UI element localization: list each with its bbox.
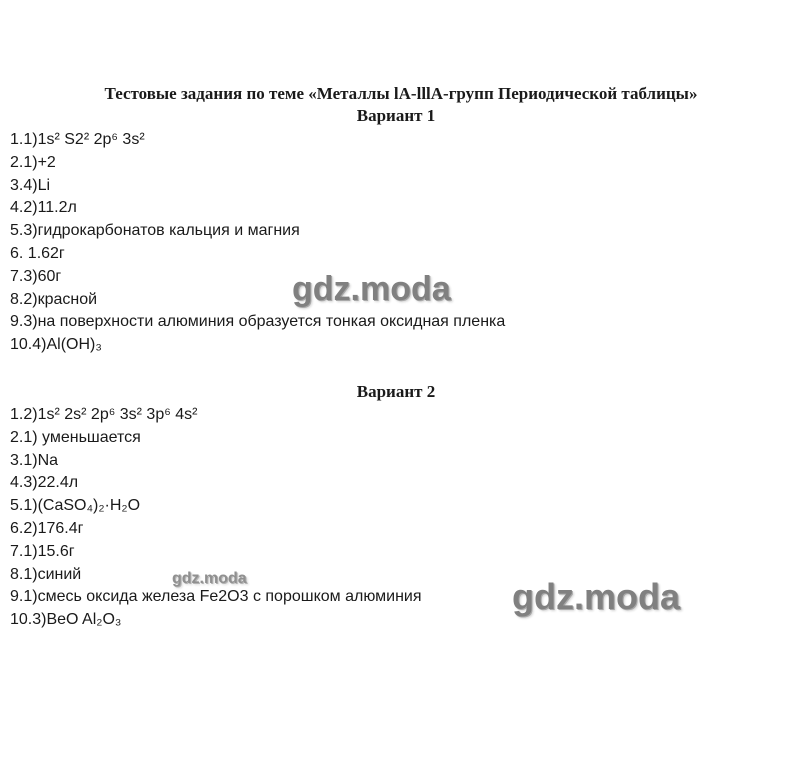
answer-item: 10.4)Al(OH)₃: [10, 336, 102, 354]
answer-item: 5.3)гидрокарбонатов кальция и магния: [10, 222, 300, 240]
watermark: gdz.moda: [292, 270, 451, 308]
answer-item: 4.3)22.4л: [10, 474, 79, 492]
answer-item: 6.2)176.4г: [10, 519, 84, 537]
answer-item: 8.1)синий: [10, 565, 82, 583]
answer-item: 3.1)Na: [10, 451, 59, 469]
variant-1-heading: Вариант 1: [356, 106, 436, 125]
document-title: Тестовые задания по теме «Металлы lA-lllA-групп Периодической таблицы»: [104, 84, 698, 103]
variant-2-answer-list: [10, 404, 422, 632]
answer-item: 2.1) уменьшается: [10, 428, 141, 446]
answer-item: 4.2)11.2л: [10, 199, 77, 217]
watermark: gdz.moda: [512, 576, 680, 617]
answer-item: 3.4)Li: [10, 176, 51, 194]
answer-item: 7.3)60г: [10, 267, 62, 285]
answer-item: 9.1)смесь оксида железа Fe2O3 с порошком алюминия: [10, 588, 422, 606]
answer-item: 9.3)на поверхности алюминия образуется тонкая оксидная пленка: [10, 313, 506, 331]
variant-2-heading: Вариант 2: [356, 382, 436, 401]
watermark: gdz.moda: [172, 570, 247, 587]
answer-item: 10.3)BeO Al₂O₃: [10, 611, 122, 629]
answer-item: 1.1)1s² S2² 2p⁶ 3s²: [10, 131, 145, 148]
answer-item: 6. 1.62г: [10, 244, 65, 262]
variant-1-answer-list: [10, 129, 505, 357]
answer-item: 7.1)15.6г: [10, 542, 75, 560]
answer-item: 2.1)+2: [10, 153, 56, 171]
answer-item: 5.1)(CaSO₄)₂·H₂O: [10, 497, 141, 515]
answer-item: 8.2)красной: [10, 290, 98, 308]
answer-item: 1.2)1s² 2s² 2p⁶ 3s² 3p⁶ 4s²: [10, 406, 198, 423]
